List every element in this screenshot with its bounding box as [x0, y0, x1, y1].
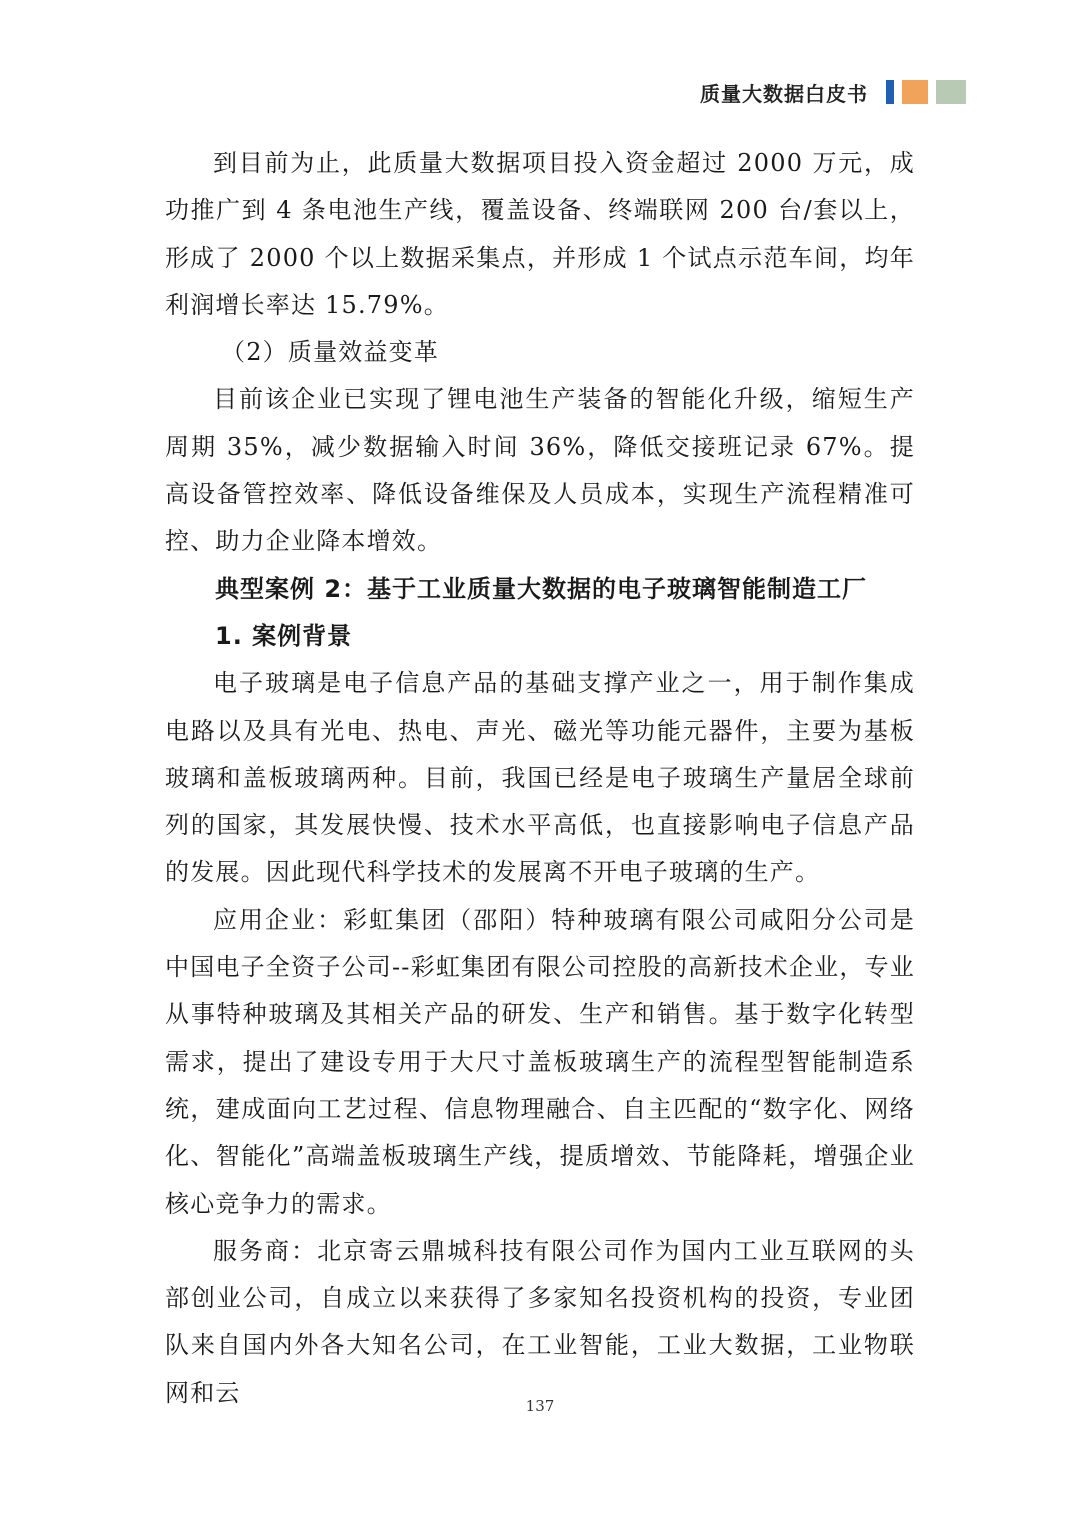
body-text	[165, 140, 915, 1417]
paragraph: 电子玻璃是电子信息产品的基础支撑产业之一，用于制作集成电路以及具有光电、热电、声光、磁光等功能元器件，主要为基板玻璃和盖板玻璃两种。目前，我国已经是电子玻璃生产量居全球前列的国家，其发展快慢、技术水平高低，也直接影响电子信息产品的发展。因此现代科学技术的发展离不开电子玻璃的生产。	[165, 669, 915, 887]
paragraph: 应用企业：彩虹集团（邵阳）特种玻璃有限公司咸阳分公司是中国电子全资子公司--彩虹集团有限公司控股的高新技术企业，专业从事特种玻璃及其相关产品的研发、生产和销售。基于数字化转型需求，提出了建设专用于大尺寸盖板玻璃生产的流程型智能制造系统，建成面向工艺过程、信息物理融合、自主匹配的“数字化、网络化、智能化”高端盖板玻璃生产线，提质增效、节能降耗，增强企业核心竞争力的需求。	[165, 905, 915, 1218]
case-heading: 典型案例 2：基于工业质量大数据的电子玻璃智能制造工厂	[215, 574, 868, 603]
paragraph: 到目前为止，此质量大数据项目投入资金超过 2000 万元，成功推广到 4 条电池生产线，覆盖设备、终端联网 200 台/套以上，形成了 2000 个以上数据采集点，并形成 1 个试点示范车间，均年利润增长率达 15.79%。	[165, 149, 915, 319]
page-header	[700, 74, 1000, 110]
paragraph: 目前该企业已实现了锂电池生产装备的智能化升级，缩短生产周期 35%，减少数据输入时间 36%，降低交接班记录 67%。提高设备管控效率、降低设备维保及人员成本，实现生产流程精准可控、助力企业降本增效。	[165, 385, 915, 556]
section-heading: 1. 案例背景	[215, 621, 353, 650]
paragraph: 服务商：北京寄云鼎城科技有限公司作为国内工业互联网的头部创业公司，自成立以来获得了多家知名投资机构的投资，专业团队来自国内外各大知名公司，在工业智能，工业大数据，工业物联网和云	[165, 1236, 915, 1407]
header-green-square	[936, 80, 966, 104]
page-number: 137	[525, 1397, 555, 1415]
subsection-title: （2）质量效益变革	[221, 338, 440, 367]
header-blue-bar	[886, 80, 894, 104]
header-title: 质量大数据白皮书	[700, 81, 868, 106]
header-orange-square	[902, 80, 928, 104]
